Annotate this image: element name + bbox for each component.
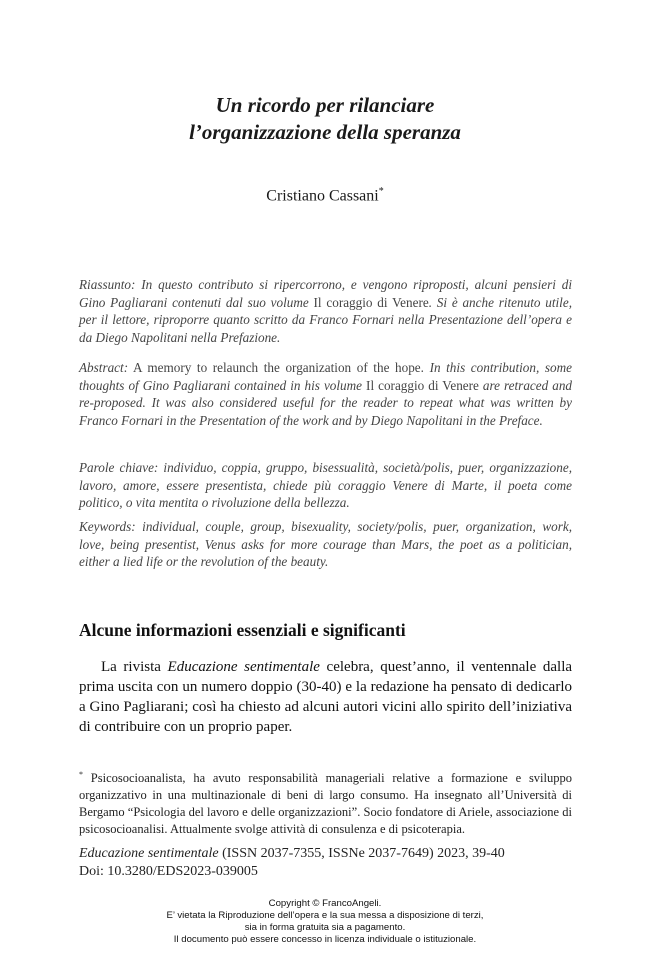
keywords-paragraph [79, 518, 572, 571]
footnote-mark: * [79, 770, 83, 779]
parole-chiave-text: Parole chiave: individuo, coppia, gruppo, bisessualità, società/polis, puer, organizzazione, lavoro, amore, essere presentista, chiede più coraggio Venere di Marte, il poeta come politico, o vita mentita o rivoluzione della bellezza. [79, 460, 572, 510]
author-footnote-mark: * [378, 186, 384, 197]
footnote-text: Psicosocioanalista, ha avuto responsabilità manageriali relative a formazione e sviluppo organizzativo in una multinazionale di beni di largo consumo. Ha insegnato all’Università di Bergamo “Psicologia del lavoro e delle organizzazioni”. Socio fondatore di Ariele, associazione di psicosocioanalisi. Attualmente svolge attività di consulenza e di psicoterapia. [79, 771, 573, 837]
author-name-text: Cristiano Cassani [266, 187, 379, 205]
abstract-tail: are retraced and re-proposed. It was also considered useful for the reader to repeat what was written by Franco Fornari in the Presentation of the work and by Diego Napolitani in the Preface. [79, 377, 573, 428]
copyright-notice [0, 898, 650, 946]
author-footnote [79, 766, 572, 838]
copyright-line-3: sia in forma gratuita sia a pagamento. [244, 922, 406, 933]
abstract-label: Abstract: [79, 360, 129, 375]
riassunto-lead: Riassunto: In questo contributo si ripercorrono, e vengono riproposti, alcuni pensieri di Gino Pagliarani contenuti dal suo volume [79, 277, 572, 310]
body-journal-name: Educazione sentimentale [167, 659, 320, 675]
keywords-text: Keywords: individual, couple, group, bisexuality, society/polis, puer, organization, work, love, being presentist, Venus asks for more courage than Mars, the poet as a politician, either a lied life or the revolution of the beauty. [79, 519, 572, 569]
riassunto-paragraph [79, 276, 572, 346]
abstract-lead: In this contribution, some thoughts of Gino Pagliarani contained in his volume [79, 360, 572, 393]
journal-issn: (ISSN 2037-7355, ISSNe 2037-7649) 2023, 39-40 [222, 846, 505, 861]
journal-name: Educazione sentimentale [79, 846, 219, 861]
copyright-line-1: Copyright © FrancoAngeli. [268, 898, 382, 909]
abstract-book-title: Il coraggio di Venere [366, 377, 479, 393]
riassunto-book-title: Il coraggio di Venere [313, 294, 429, 310]
body-start: La rivista [101, 659, 161, 675]
journal-citation [79, 845, 505, 881]
section-heading: Alcune informazioni essenziali e significanti [79, 620, 406, 640]
copyright-line-2: E’ vietata la Riproduzione dell’opera e la sua messa a disposizione di terzi, [166, 910, 484, 921]
copyright-line-4: Il documento può essere concesso in licenza individuale o istituzionale. [173, 934, 477, 945]
riassunto-tail: . Si è anche ritenuto utile, per il lettore, riproporre quanto scritto da Franco Fornari nella Presentazione dell’opera e da Diego Napolitani nella Prefazione. [79, 294, 572, 345]
paper-title-line-2: l’organizzazione della speranza [189, 120, 461, 144]
journal-doi: Doi: 10.3280/EDS2023-039005 [79, 864, 258, 879]
body-paragraph [79, 657, 572, 737]
paper-title-line-1: Un ricordo per rilanciare [215, 93, 435, 117]
parole-chiave-paragraph [79, 459, 572, 512]
abstract-paragraph [79, 359, 572, 429]
journal-line [79, 845, 505, 863]
abstract-title-text: A memory to relaunch the organization of the hope. [132, 360, 424, 375]
author-name [0, 186, 650, 205]
body-rest: celebra, quest’anno, il ventennale dalla prima uscita con un numero doppio (30-40) e la redazione ha pensato di dedicarlo a Gino Pagliarani; così ha chiesto ad alcuni autori vicini allo spirito dell’iniziativa di contribuire con un proprio paper. [79, 659, 573, 735]
